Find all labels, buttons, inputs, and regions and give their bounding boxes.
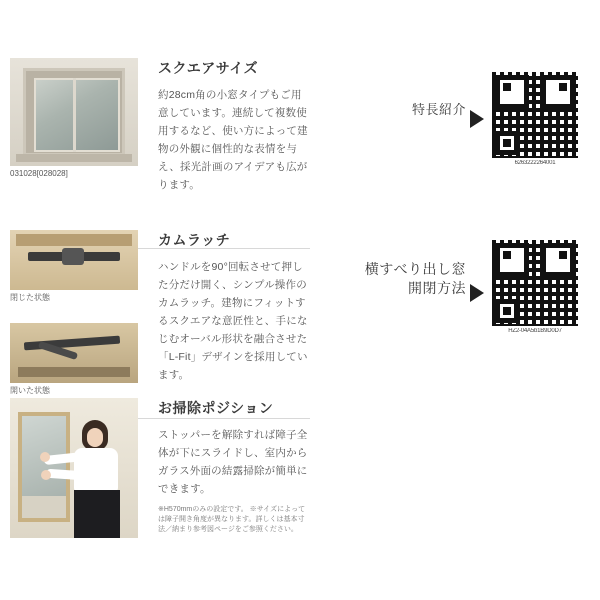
cam-latch-text-column: [158, 230, 310, 384]
cam-latch-heading: カムラッチ: [158, 232, 231, 248]
cleaning-position-photo: [10, 398, 138, 538]
section-cleaning-position: [0, 398, 600, 558]
window-gap-shape: [18, 367, 130, 377]
square-size-body: 約28cm角の小窓タイプもご用意しています。連続して複数使用するなど、使い方によって建物の外観に個性的な表情を与え、採光計画のアイデアも広がります。: [158, 89, 308, 191]
content-area: [0, 40, 600, 560]
cam-latch-open-photo: [10, 323, 138, 383]
qr-caption-feature-intro: 6263222264001: [514, 160, 556, 166]
square-size-photo-caption: 031028[028028]: [10, 169, 68, 178]
qr-eye-dot-tl: [503, 83, 511, 91]
cleaning-position-note: ※H570mmのみの設定です。 ※サイズによっては障子開き角度が異なります。詳しくは基本寸法／納まり参考図ページをご参照ください。: [158, 506, 306, 533]
triangle-right-icon-2: [470, 284, 484, 302]
qr-label-feature-intro: 特長紹介: [411, 102, 466, 117]
square-size-photo-column: [10, 58, 138, 179]
qr-eye-dot-tr: [559, 83, 567, 91]
person-hand-lower-shape: [41, 470, 51, 480]
person-face-shape: [87, 428, 103, 447]
qr-eye-bottom-left-2: [495, 299, 519, 323]
window-sill-shape: [16, 154, 132, 162]
triangle-right-icon: [470, 110, 484, 128]
cam-latch-photo-column: [10, 230, 138, 396]
window-mullion-shape: [73, 78, 76, 152]
qr-box-operation[interactable]: [492, 240, 578, 334]
qr-eye-bottom-left: [495, 131, 519, 155]
cam-latch-open-caption: 開いた状態: [10, 386, 50, 395]
window-frame-shape: [23, 68, 125, 156]
sash-shape: [16, 234, 132, 246]
qr-caption-operation: HZ2-04A5b1B9D0D7: [508, 328, 562, 334]
qr-eye-dot-tl-2: [503, 251, 511, 259]
person-blouse-shape: [74, 448, 118, 492]
qr-eye-dot-tr-2: [559, 251, 567, 259]
person-hand-upper-shape: [40, 452, 50, 462]
qr-code-operation[interactable]: [492, 240, 578, 326]
latch-handle-shape: [62, 248, 84, 265]
square-size-heading: スクエアサイズ: [158, 60, 259, 76]
square-size-text-column: [158, 58, 310, 194]
cleaning-position-body: ストッパーを解除すれば障子全体が下にスライドし、室内からガラス外面の結露掃除が簡単にできます。: [158, 429, 308, 495]
cam-latch-closed-photo: [10, 230, 138, 290]
window-glass-shape: [34, 78, 120, 152]
qr-box-feature-intro[interactable]: [492, 72, 578, 166]
cleaning-position-text-column: [158, 398, 310, 542]
square-window-photo: [10, 58, 138, 166]
cam-latch-closed-caption: 閉じた状態: [10, 293, 50, 302]
cleaning-position-photo-column: [10, 398, 138, 538]
person-skirt-shape: [74, 490, 120, 538]
qr-label-operation: [340, 260, 466, 298]
cleaning-position-heading: お掃除ポジション: [158, 400, 274, 416]
qr-label-operation-line1: 横すべり出し窓: [364, 261, 466, 277]
qr-code-feature-intro[interactable]: [492, 72, 578, 158]
cam-latch-body: ハンドルを90°回転させて押した分だけ開く、シンプル操作のカムラッチ。建物にフィットするスクエアな意匠性と、手になじむオーバル形状を融合させた「L-Fit」デザインを採用しています。: [158, 261, 308, 381]
qr-label-operation-line2: 開閉方法: [408, 280, 466, 296]
